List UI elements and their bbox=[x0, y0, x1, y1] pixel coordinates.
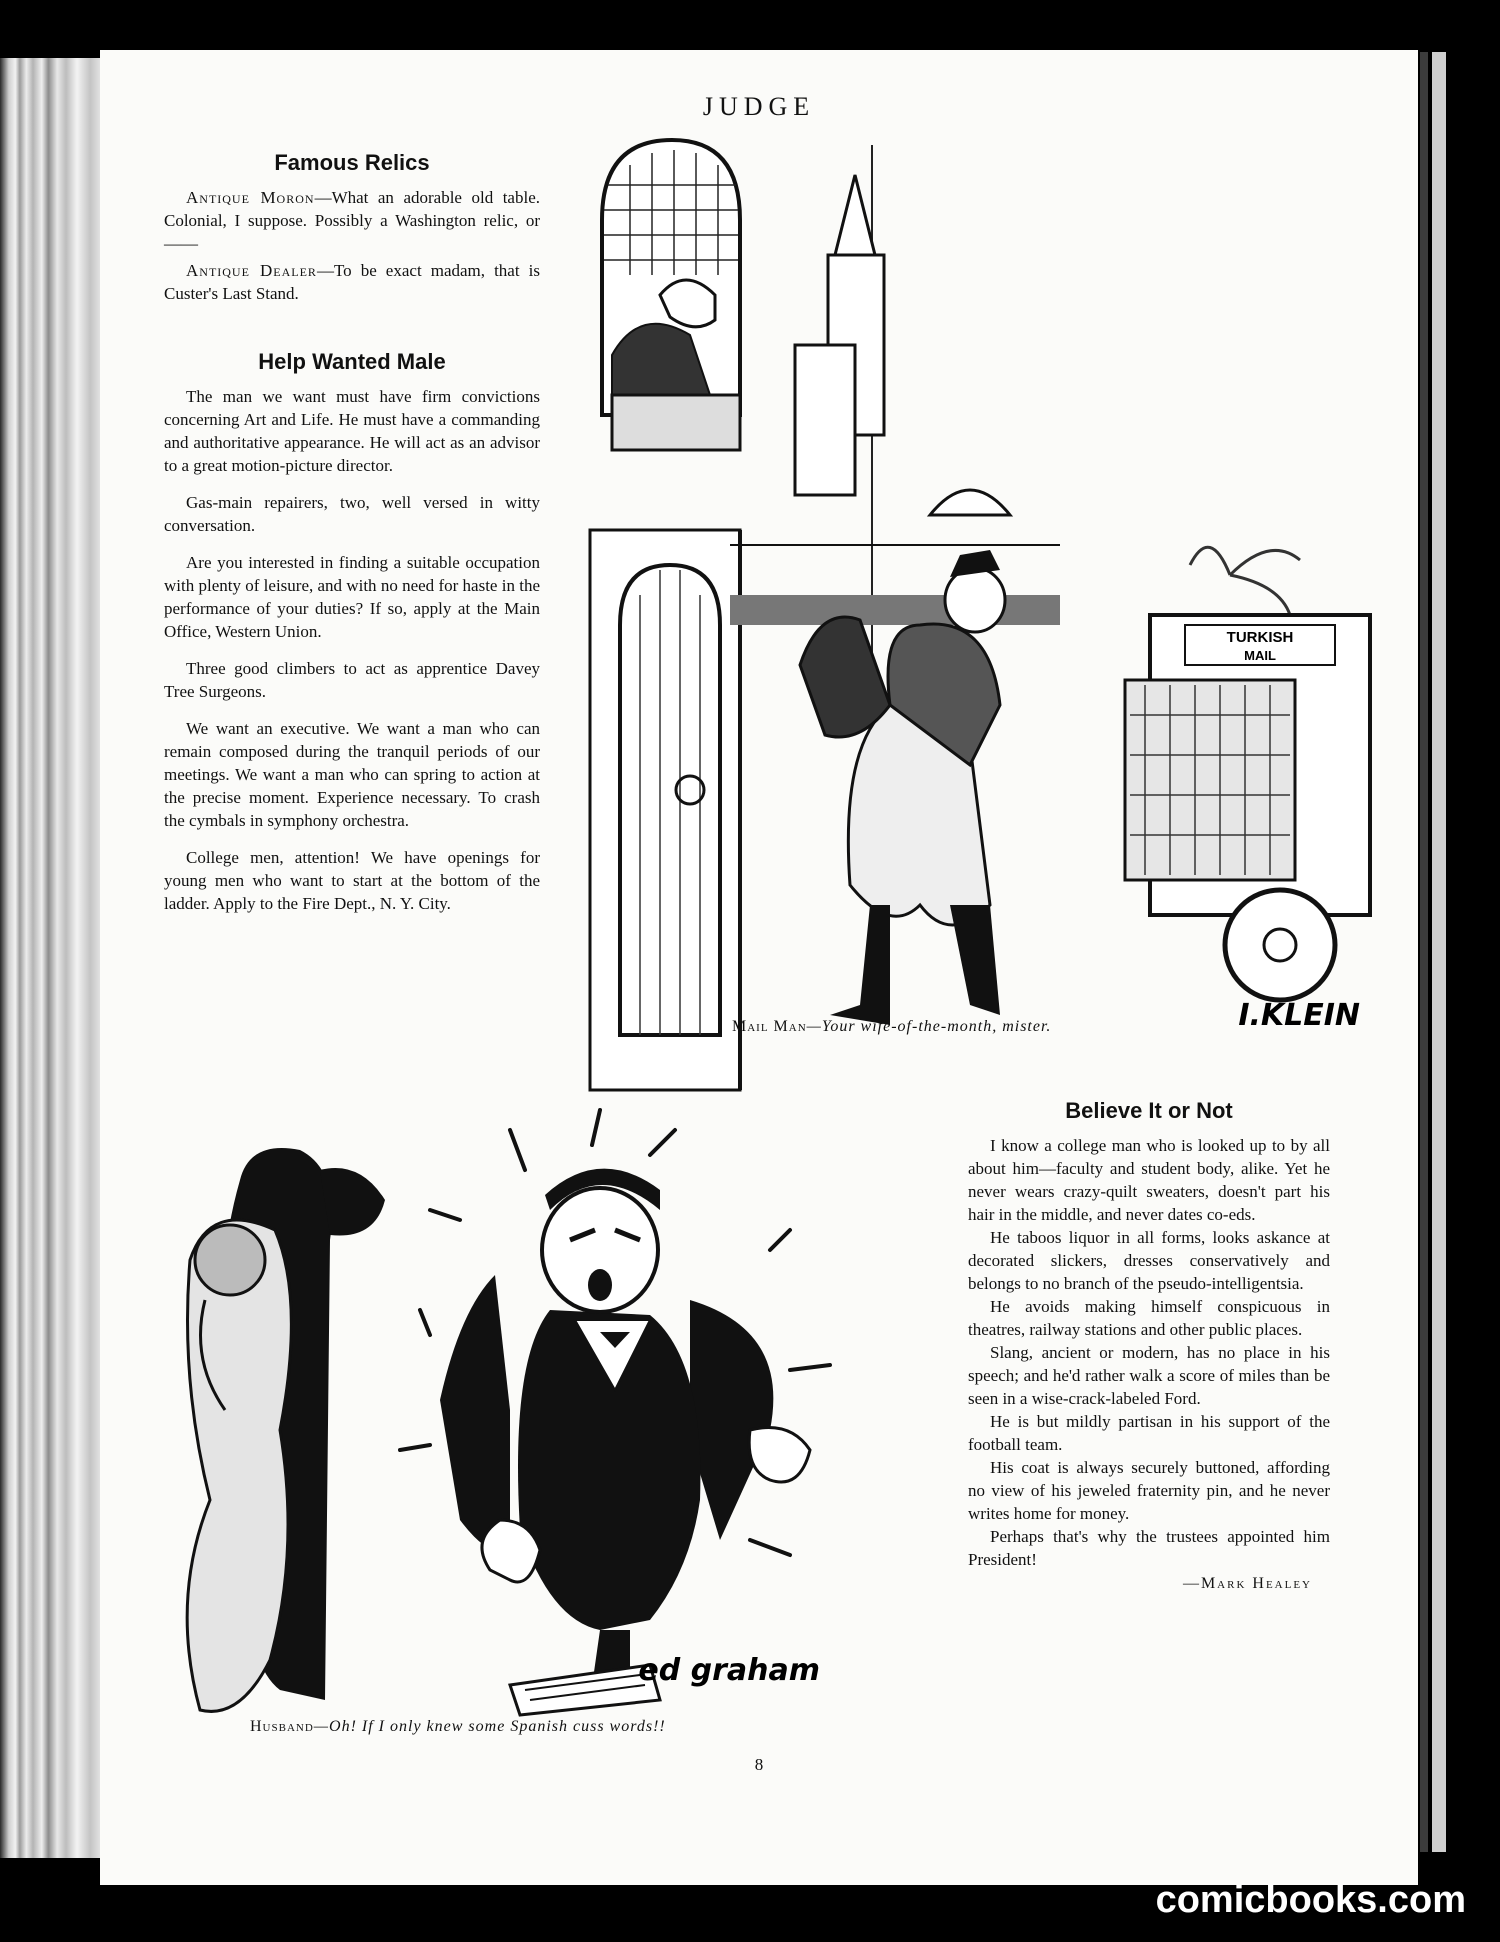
watermark: comicbooks.com bbox=[1155, 1879, 1466, 1921]
believe-paragraph: He taboos liquor in all forms, looks askance at decorated slickers, dresses conservatively and belongs to no branch of the pseudo-intelligentsia. bbox=[968, 1228, 1330, 1293]
help-paragraph: The man we want must have firm convictions concerning Art and Life. He must have a commanding and authoritative appearance. He will act as an advisor to a great motion-picture director. bbox=[164, 387, 540, 475]
relics-speaker-1: Antique Moron bbox=[186, 188, 315, 207]
believe-paragraph: He is but mildly partisan in his support of the football team. bbox=[968, 1412, 1330, 1454]
believe-title: Believe It or Not bbox=[1065, 1098, 1233, 1123]
help-paragraph: College men, attention! We have openings for young men who want to start at the bottom of the ladder. Apply to the Fire Dept., N. Y. City. bbox=[164, 848, 540, 913]
truck-sign-line-1: TURKISH bbox=[1226, 629, 1294, 646]
book-page-edges bbox=[0, 58, 110, 1858]
believe-paragraph: He avoids making himself conspicuous in theatres, railway stations and other public places. bbox=[968, 1297, 1330, 1339]
believe-byline: —Mark Healey bbox=[1182, 1575, 1312, 1592]
mailman-caption-text: —Your wife-of-the-month, mister. bbox=[806, 1018, 1052, 1035]
relics-title: Famous Relics bbox=[274, 150, 430, 175]
believe-paragraph: I know a college man who is looked up to by all about him—faculty and student body, alike. Yet he never wears crazy-quilt sweaters, doesn't part his hair in the middle, and never dates co-eds. bbox=[968, 1136, 1330, 1224]
relics-text-2: —To be exact madam, that is Custer's Last Stand. bbox=[164, 261, 540, 303]
help-paragraph: Gas-main repairers, two, well versed in witty conversation. bbox=[164, 493, 540, 535]
truck-sign-line-2: MAIL bbox=[1244, 648, 1276, 663]
klein-signature: I.KLEIN bbox=[1238, 998, 1360, 1033]
husband-caption-text: —Oh! If I only knew some Spanish cuss words!! bbox=[313, 1718, 666, 1735]
book-right-edge bbox=[1432, 52, 1446, 1852]
relics-line-1 bbox=[164, 186, 540, 255]
help-paragraph: We want an executive. We want a man who can remain composed during the tranquil periods of our meetings. We want a man who can spring to action at the precise moment. Experience necessary. To crash the cymbals in symphony orchestra. bbox=[164, 719, 540, 830]
graham-signature: ed graham bbox=[638, 1653, 820, 1688]
mailman-caption-speaker: Mail Man bbox=[732, 1018, 807, 1035]
help-paragraph: Three good climbers to act as apprentice Davey Tree Surgeons. bbox=[164, 659, 540, 701]
page-number: 8 bbox=[754, 1755, 764, 1774]
husband-caption-speaker: Husband bbox=[250, 1718, 314, 1735]
magazine-page bbox=[100, 50, 1418, 1885]
help-paragraph: Are you interested in finding a suitable occupation with plenty of leisure, and with no need for haste in the performance of your duties? If so, apply at the Main Office, Western Union. bbox=[164, 553, 540, 641]
masthead: JUDGE bbox=[702, 92, 816, 121]
relics-text-1: —What an adorable old table. Colonial, I suppose. Possibly a Washington relic, or—— bbox=[164, 188, 540, 253]
believe-paragraph: Slang, ancient or modern, has no place in his speech; and he'd rather walk a score of miles than be seen in a wise-crack-labeled Ford. bbox=[968, 1343, 1330, 1408]
husband-caption bbox=[250, 1718, 666, 1736]
mailman-caption bbox=[732, 1018, 1051, 1036]
relics-line-2 bbox=[164, 259, 540, 305]
help-title: Help Wanted Male bbox=[258, 349, 446, 374]
believe-paragraph: His coat is always securely buttoned, affording no view of his jeweled fraternity pin, and he never writes home for money. bbox=[968, 1458, 1330, 1523]
believe-column bbox=[968, 1098, 1330, 1593]
husband-cartoon bbox=[130, 1100, 1030, 1740]
relics-speaker-2: Antique Dealer bbox=[186, 261, 317, 280]
mailman-cartoon bbox=[590, 145, 1420, 1065]
book-binding-shadow bbox=[1420, 52, 1428, 1852]
left-column bbox=[164, 150, 540, 929]
believe-paragraph: Perhaps that's why the trustees appointed him President! bbox=[968, 1527, 1330, 1569]
